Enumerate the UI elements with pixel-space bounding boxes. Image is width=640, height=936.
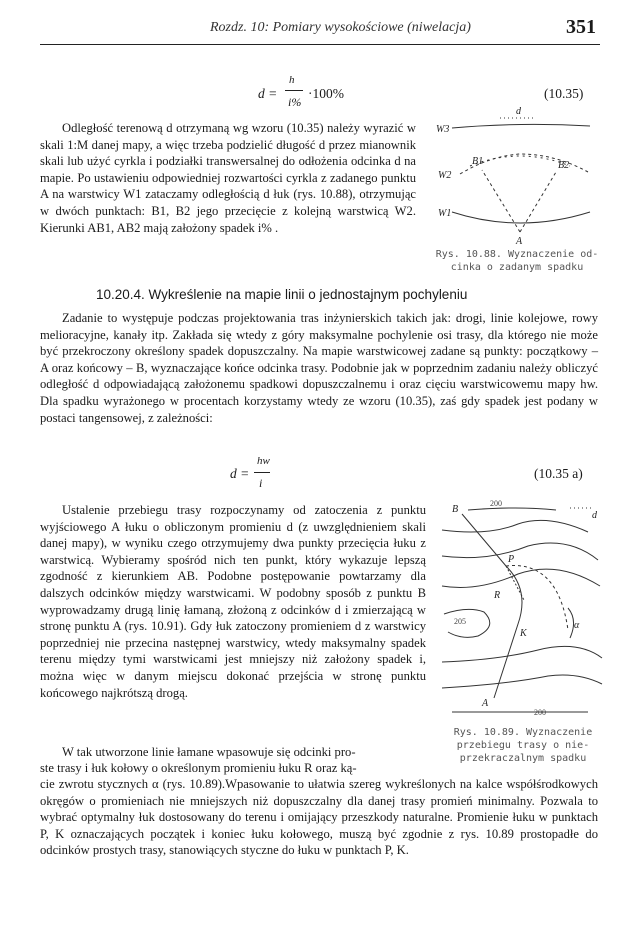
running-header bbox=[40, 18, 600, 45]
contour-4 bbox=[442, 569, 600, 587]
label-b1: B1 bbox=[472, 156, 484, 167]
contour-205 bbox=[444, 609, 490, 637]
paragraph-4-line1: W tak utworzone linie łamane wpasowuje się odcinki pro- bbox=[62, 745, 356, 759]
contour-top bbox=[468, 508, 556, 510]
paragraph-3: Ustalenie przebiegu trasy rozpoczynamy od zatoczenia z punktu wyjściowego A łuku o obliczonym promieniu d (z uwzględnieniem skali danej mapy), w wyniku czego otrzymujemy dwa punkty przecięcia łuku z warstwicą. Wybieramy spośród nich ten punkt, który wykazuje lepszą zgodność z kierunkiem AB. Podobne postępowanie powtarzamy dla dalszych odcinków między warstwicami. W podobny sposób z punktu B wyprowadzamy drugą linię łamaną, złożoną z odcinków d i zmierzającą w stronę punktu A (rys. 10.91). Gdy łuk zatoczony promieniem d z warstwicy poprzedniej nie przecina następnej warstwicy, wtedy maksymalny spadek terenu między tymi warstwicami jest mniejszy niż założony spadek i, można więc w danym miejscu dokonać przejścia w stronę punktu końcowego najkrótszą drogą. bbox=[40, 503, 426, 700]
contour-6 bbox=[442, 675, 602, 688]
label-w3: W3 bbox=[436, 124, 450, 135]
label-b: B bbox=[452, 504, 459, 515]
eq2-denominator: i bbox=[259, 476, 263, 490]
caption-89-line1: Rys. 10.89. Wyznaczenie bbox=[453, 727, 593, 738]
route-line bbox=[462, 514, 522, 698]
contour-w3 bbox=[452, 124, 590, 128]
eq1-numerator: h bbox=[289, 74, 295, 86]
eq1-number: (10.35) bbox=[544, 86, 584, 101]
label-b2: B2 bbox=[558, 160, 570, 171]
alpha-arc bbox=[568, 608, 574, 638]
contour-5 bbox=[442, 646, 602, 662]
eq1-multiplier: ·100% bbox=[308, 86, 344, 101]
label-contour-205: 205 bbox=[454, 617, 466, 626]
label-contour-200-top: 200 bbox=[490, 500, 502, 508]
eq2-left: d = bbox=[230, 466, 250, 481]
label-r: R bbox=[494, 590, 501, 601]
contour-3 bbox=[442, 543, 598, 560]
page-number: 351 bbox=[566, 16, 596, 38]
caption-89-line3: przekraczalnym spadku bbox=[459, 753, 587, 764]
label-p: P bbox=[508, 554, 515, 565]
paragraph-4-rest: cie zwrotu stycznych α (rys. 10.89).Wpasowanie to ułatwia szereg wykreślonych na kalce współśrodkowych okręgów o promieniach nie mniejszych niż dopuszczalny dla danej trasy promień minimalny. Pozwala to wybrać optymalny łuk dostosowany do terenu i omijający przeszkody naturalne. Promienie łuku w punktach P, K oznaczających początek i koniec łuku kołowego, muszą być zgodnie z rys. 10.89 prostopadłe do odcinków prostych trasy, stanowiących styczne do łuku w punktach P, K. bbox=[40, 777, 598, 858]
label-alpha: α bbox=[574, 620, 580, 631]
eq1-fraction-bar bbox=[285, 90, 303, 91]
caption-89-line2: przebiegu trasy o nie- bbox=[456, 740, 590, 751]
figure-10-89-caption bbox=[436, 726, 610, 765]
label-w2: W2 bbox=[438, 170, 452, 181]
label-a: A bbox=[516, 236, 523, 247]
label-a: A bbox=[482, 698, 489, 709]
paragraph-1: Odległość terenową d otrzymaną wg wzoru (10.35) należy wyrazić w skali 1:M danej mapy, a więc trzeba podzielić długość d przez mianownik skali lub użyć cyrkla i podziałki transwersalnej do odłożenia odcinka d na mapie. Po ustawieniu odpowiedniej rozwartości cyrkla z zadanego punktu A na warstwicy W1 zataczamy odległością d łuk (rys. 10.88), otrzymując w dwóch punktach: B1, B2 jego przecięcie z kolejną warstwicą W2. Kierunki AB1, AB2 mają założony spadek i% . bbox=[40, 121, 416, 235]
caption-88-line1: Rys. 10.88. Wyznaczenie od- bbox=[435, 249, 599, 260]
label-k: K bbox=[520, 628, 527, 639]
label-contour-200-bottom: 200 bbox=[534, 708, 546, 717]
paragraph-4-line2: ste trasy i łuk kołowy o określonym promieniu łuku R oraz ką- bbox=[40, 761, 357, 775]
label-d: d bbox=[592, 510, 597, 521]
paragraph-2: Zadanie to występuje podczas projektowania tras inżynierskich takich jak: drogi, linie kolejowe, rowy melioracyjne, kanały itp. Zakłada się wtedy z góry maksymalne pochylenie osi trasy, dla którego nie może być przekroczony określony spadek dopuszczalny. Na mapie warstwicowej zadane są punkty: początkowy – A oraz końcowy – B, wyznaczające końce odcinka trasy. Podobnie jak w poprzednim zadaniu należy obliczyć odległość d odpowiadającą założonemu spadkowi dopuszczalnemu i oraz cięciu warstwicowemu mapy hw. Dla spadku wyrażonego w procentach korzystamy wtedy ze wzoru (10.35), zaś gdy spadek jest podany w postaci tangensowej, z zależności: bbox=[40, 311, 598, 425]
eq1-denominator: i% bbox=[288, 95, 302, 109]
contour-w1 bbox=[452, 212, 590, 223]
radius-r bbox=[506, 566, 524, 600]
section-heading: 10.20.4. Wykreślenie na mapie linii o jednostajnym pochyleniu bbox=[96, 287, 468, 302]
eq2-fraction-bar bbox=[254, 472, 270, 473]
contour-2 bbox=[442, 520, 588, 532]
eq1-left: d = bbox=[258, 86, 278, 101]
caption-88-line2: cinka o zadanym spadku bbox=[450, 262, 584, 273]
eq2-numerator: hw bbox=[257, 455, 270, 467]
figure-10-88 bbox=[430, 104, 606, 252]
arc-d bbox=[470, 156, 570, 166]
chapter-title: Rozdz. 10: Pomiary wysokościowe (niwelacja) bbox=[210, 20, 471, 35]
figure-10-88-caption bbox=[424, 248, 610, 274]
label-d: d bbox=[516, 106, 521, 117]
figure-10-89 bbox=[438, 500, 608, 724]
eq2-number: (10.35 a) bbox=[534, 466, 583, 481]
label-w1: W1 bbox=[438, 208, 452, 219]
